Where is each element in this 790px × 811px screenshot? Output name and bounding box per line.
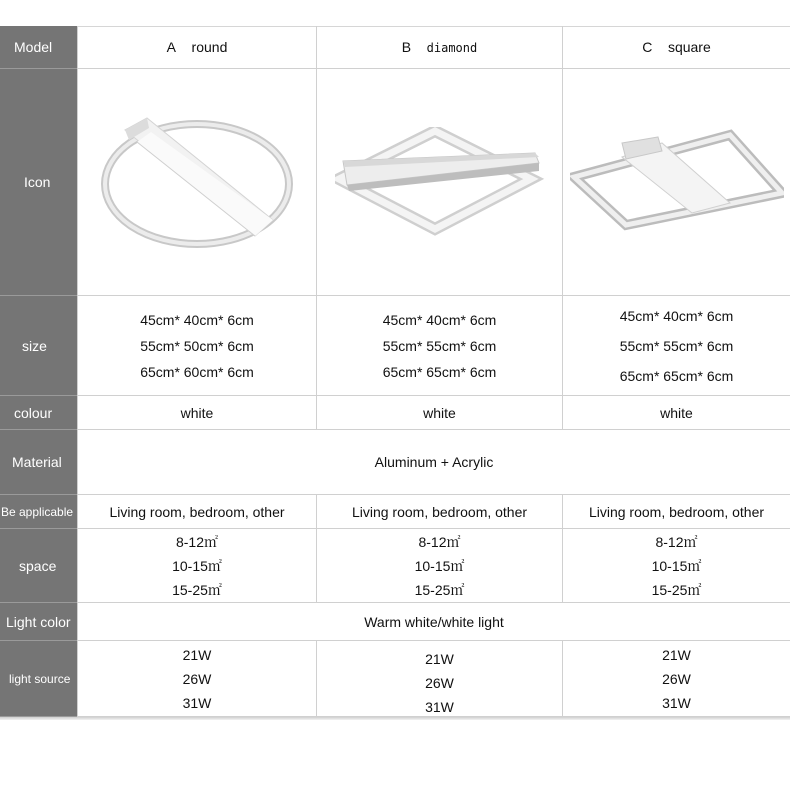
- light-source-row: [0, 641, 790, 717]
- light-source-b-2: 26W: [425, 674, 454, 691]
- size-b-3: 65cm* 65cm* 6cm: [382, 363, 497, 380]
- space-a-cell: [77, 529, 316, 603]
- light-color-row: [0, 603, 790, 641]
- light-source-b-3: 31W: [425, 698, 454, 715]
- space-c-2: 10-15㎡: [651, 557, 702, 574]
- space-c-3: 15-25㎡: [651, 581, 702, 598]
- applicable-a: Living room, bedroom, other: [77, 495, 316, 529]
- light-source-c-cell: [562, 641, 790, 717]
- space-c-1: 8-12㎡: [655, 533, 698, 550]
- icon-b-cell: [316, 69, 562, 296]
- light-source-a-3: 31W: [182, 694, 212, 711]
- model-c-name: square: [667, 39, 711, 55]
- material-row: [0, 430, 790, 495]
- icon-a-cell: [77, 69, 316, 296]
- model-header: Model: [0, 26, 77, 69]
- colour-c: white: [562, 396, 790, 430]
- size-a-cell: [77, 296, 316, 396]
- size-a-1: 45cm* 40cm* 6cm: [140, 311, 254, 328]
- material-header: Material: [0, 430, 77, 495]
- model-a-cell: [77, 26, 316, 69]
- size-a-2: 55cm* 50cm* 6cm: [140, 337, 254, 354]
- space-c-cell: [562, 529, 790, 603]
- size-c-1: 45cm* 40cm* 6cm: [619, 307, 734, 324]
- size-b-cell: [316, 296, 562, 396]
- colour-b: white: [316, 396, 562, 430]
- diamond-frame-lamp-icon: [335, 127, 545, 237]
- light-source-a-cell: [77, 641, 316, 717]
- space-a-3: 15-25㎡: [172, 581, 222, 598]
- applicable-b: Living room, bedroom, other: [316, 495, 562, 529]
- size-c-3: 65cm* 65cm* 6cm: [619, 367, 734, 384]
- model-b-name: diamond: [426, 41, 478, 55]
- applicable-c: Living room, bedroom, other: [562, 495, 790, 529]
- square-frame-lamp-icon: [570, 127, 784, 237]
- size-row: [0, 296, 790, 396]
- light-source-c-1: 21W: [662, 646, 691, 663]
- model-c-cell: [562, 26, 790, 69]
- space-b-cell: [316, 529, 562, 603]
- space-b-2: 10-15㎡: [414, 557, 465, 574]
- size-header: size: [0, 296, 77, 396]
- model-row: [0, 26, 790, 69]
- light-source-c-3: 31W: [662, 694, 691, 711]
- space-header: space: [0, 529, 77, 603]
- model-c-letter: C: [642, 39, 653, 55]
- space-row: [0, 529, 790, 603]
- model-b-letter: B: [401, 39, 412, 55]
- size-b-2: 55cm* 55cm* 6cm: [382, 337, 497, 354]
- model-b-cell: [316, 26, 562, 69]
- light-source-a-2: 26W: [182, 670, 212, 687]
- material-value: Aluminum + Acrylic: [77, 430, 790, 495]
- light-source-b-1: 21W: [425, 650, 454, 667]
- model-a-name: round: [191, 39, 228, 55]
- space-a-1: 8-12㎡: [175, 533, 219, 550]
- colour-row: [0, 396, 790, 430]
- space-b-1: 8-12㎡: [418, 533, 461, 550]
- icon-row: [0, 69, 790, 296]
- size-c-cell: [562, 296, 790, 396]
- light-source-c-2: 26W: [662, 670, 691, 687]
- icon-header: Icon: [0, 69, 77, 296]
- size-b-1: 45cm* 40cm* 6cm: [382, 311, 497, 328]
- round-ring-lamp-icon: [97, 112, 297, 252]
- light-source-header: light source: [0, 641, 77, 717]
- space-a-2: 10-15㎡: [172, 557, 222, 574]
- light-color-value: Warm white/white light: [77, 603, 790, 641]
- icon-c-cell: [562, 69, 790, 296]
- colour-header: colour: [0, 396, 77, 430]
- space-b-3: 15-25㎡: [414, 581, 465, 598]
- light-source-a-1: 21W: [182, 646, 212, 663]
- colour-a: white: [77, 396, 316, 430]
- size-a-3: 65cm* 60cm* 6cm: [140, 363, 254, 380]
- light-color-header: Light color: [0, 603, 77, 641]
- model-a-letter: A: [166, 39, 176, 55]
- table-bottom-shadow: [0, 717, 790, 720]
- light-source-b-cell: [316, 641, 562, 717]
- size-c-2: 55cm* 55cm* 6cm: [619, 337, 734, 354]
- applicable-header: Be applicable: [0, 495, 77, 529]
- applicable-row: [0, 495, 790, 529]
